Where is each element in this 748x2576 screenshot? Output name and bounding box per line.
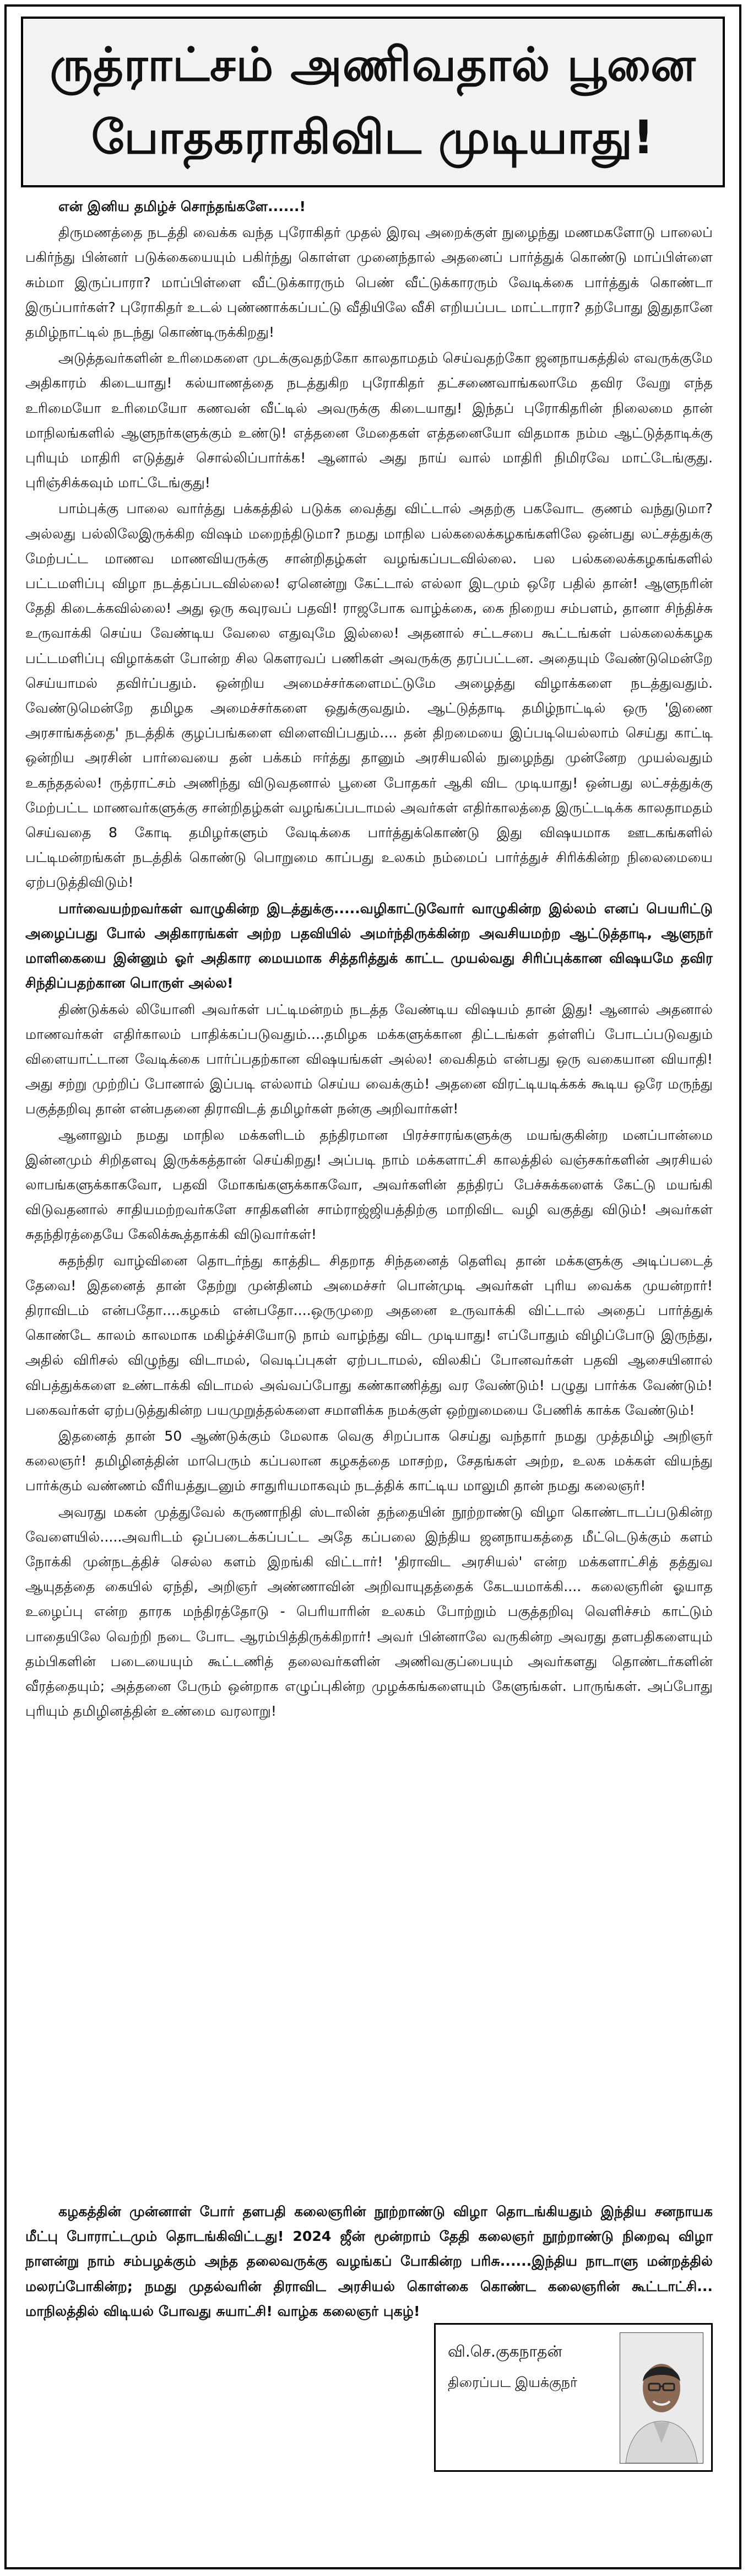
article-body bbox=[25, 194, 713, 1724]
headline-box bbox=[21, 17, 725, 187]
author-title: திரைப்பட இயக்குநர் bbox=[448, 2374, 578, 2390]
paragraph-3: பாம்புக்கு பாலை வார்த்து பக்கத்தில் படுக்க வைத்து விட்டால் அதற்கு பகவோட குணம் வந்துடுமா? அல்லது பல்லிலேஇருக்கிற விஷம் மறைந்திடுமா? நமது மாநில பல்கலைக்கழகங்களிலே ஒன்பது லட்சத்துக்கு மேற்பட்ட மாணவ மாணவியருக்கு சான்றிதழ்கள் வழங்கப்படவில்லை. பல பல்கலைக்கழகங்களில் பட்டமளிப்பு விழா நடத்தப்படவில்லை! ஏனென்று கேட்டால் எல்லா இடமும் ஒரே பதில் தான்! ஆளுநரின் தேதி கிடைக்கவில்லை! அது ஒரு கவுரவப் பதவி! ராஜபோக வாழ்க்கை, கை நிறைய சம்பளம், தானா சிந்திச்சு உருவாக்கி செய்ய வேண்டிய வேலை எதுவுமே இல்லை! அதனால் சட்டசபை கூட்டங்கள் பல்கலைக்கழக பட்டமளிப்பு விழாக்கள் போன்ற சில கௌரவப் பணிகள் அவருக்கு தரப்பட்டன. அதையும் வேண்டுமென்றே செய்யாமல் தவிர்ப்பதும். ஒன்றிய அமைச்சர்களைமட்டுமே அழைத்து விழாக்களை நடத்துவதும். வேண்டுமென்றே தமிழக அமைச்சர்களை ஒதுக்குவதும். ஆட்டுத்தாடி தமிழ்நாட்டில் ஒரு 'இணை அரசாங்கத்தை' நடத்திக் குழப்பங்களை விளைவிப்பதும்.... தன் திறமையை இப்படியெல்லாம் செய்து காட்டி ஒன்றிய அரசின் பார்வையை தன் பக்கம் ஈர்த்து தானும் அரசியலில் நுழைந்து முன்னேற முயல்வதும் உகந்ததல்ல! ருத்ராட்சம் அணிந்து விடுவதனால் பூனை போதகர் ஆகி விட முடியாது! ஒன்பது லட்சத்துக்கு மேற்பட்ட மாணவர்களுக்கு சான்றிதழ்கள் வழங்கப்படாமல் அவர்கள் எதிர்காலத்தை இருட்டடிக்க காலதாமதம் செய்வதை 8 கோடி தமிழர்களும் வேடிக்கை பார்த்துக்கொண்டு இது விஷயமாக ஊடகங்களில் பட்டிமன்றங்கள் நடத்திக் கொண்டு பொறுமை காப்பது உலகம் நம்மைப் பார்த்துச் சிரிக்கின்ற நிலைமையை ஏற்படுத்திவிடும்! bbox=[25, 500, 713, 891]
footer-lead: கழகத்தின் முன்னாள் போர் தளபதி கலைஞரின் நூற்றாண்டு விழா தொடங்கியதும் இந்திய சனநாயக மீட்பு போராட்டமும் தொடங்கிவிட்டது! 2024 ஜீன் மூன்றாம் தேதி கலைஞர் நூற்றாண்டு நிறைவு விழா நாளன்று நாம் சம்பழக்கும் அந்த தலைவருக்கு வழங்கப் போகின்ற பரிசு......இந்திய நாடாளு மன்றத்தில் மலரப்போகின்ற; நமது முதல்வரின் திராவிட அரசியல் கொள்கை கொண்ட கலைஞரின் கூட்டாட்சி... மாநிலத்தில் விடியல் போவது சுயாட்சி! வாழ்க கலைஞர் புகழ்! bbox=[25, 2203, 713, 2319]
bold-paragraph: பார்வையற்றவர்கள் வாழுகின்ற இடத்துக்கு.....வழிகாட்டுவோர் வாழுகின்ற இல்லம் எனப் பெயரிட்டு அழைப்பது போல் அதிகாரங்கள் அற்ற பதவியில் அமர்ந்திருக்கின்ற அவசியமற்ற ஆட்டுத்தாடி, ஆளுநர் மாளிகையை இன்னும் ஓர் அதிகார மையமாக சித்தரித்துக் காட்ட முயல்வது சிரிப்புக்கான விஷயமே தவிர சிந்திப்பதற்கான பொருள் அல்ல! bbox=[25, 900, 713, 991]
paragraph-8: அவரது மகன் முத்துவேல் கருணாநிதி ஸ்டாலின் தந்தையின் நூற்றாண்டு விழா கொண்டாடப்படுகின்ற வேளையில்.....அவரிடம் ஒப்படைக்கப்பட்ட அதே கப்பலை இந்திய ஜனநாயகத்தை மீட்டெடுக்கும் களம் நோக்கி முன்நடத்திச் செல்ல களம் இறங்கி விட்டார்! 'திராவிட அரசியல்' என்ற மக்களாட்சித் தத்துவ ஆயுதத்தை கையில் ஏந்தி, அறிஞர் அண்ணாவின் அறிவாயுதத்தைக் கேடயமாக்கி.... கலைஞரின் ஓயாத உழைப்பு என்ற தாரக மந்திரத்தோடு - பெரியாரின் உலகம் போற்றும் பகுத்தறிவு வெளிச்சம் காட்டும் பாதையிலே வெற்றி நடை போட ஆரம்பித்திருக்கிறார்! அவர் பின்னாலே வருகின்ற அவரது தளபதிகளையும் தம்பிகளின் படையையும் கூட்டணித் தலைவர்களின் அணிவகுப்பையும் அவர்களது தொண்டர்களின் வீரத்தையும்; அத்தனை பேரும் ஒன்றாக எழுப்புகின்ற முழக்கங்களையும் கேளுங்கள். பாருங்கள். அப்போது புரியும் தமிழினத்தின் உண்மை வரலாறு! bbox=[25, 1503, 713, 1720]
author-name: வி.செ.குகநாதன் bbox=[448, 2342, 562, 2361]
headline-line-1: ருத்ராட்சம் அணிவதால் பூனை bbox=[50, 37, 696, 91]
paragraph-1: திருமணத்தை நடத்தி வைக்க வந்த புரோகிதர் முதல் இரவு அறைக்குள் நுழைந்து மணமகளோடு பாலைப் பகிர்ந்து பின்னர் படுக்கையையும் பகிர்ந்து கொள்ள முனைந்தால் அதனைப் பார்த்துக் கொண்டு மாப்பிள்ளை சும்மா இருப்பாரா? மாப்பிள்ளை வீட்டுக்காரரும் பெண் வீட்டுக்காரரும் வேடிக்கை பார்த்துக் கொண்டா இருப்பார்கள்? புரோகிதர் உடல் புண்ணாக்கப்பட்டு வீதியிலே வீசி எறியப்பட மாட்டாரா? தற்போது இதுதானே தமிழ்நாட்டில் நடந்து கொண்டிருக்கிறது! bbox=[25, 224, 713, 341]
footer-section bbox=[25, 2199, 713, 2390]
author-portrait-icon bbox=[620, 2333, 703, 2463]
author-photo bbox=[620, 2332, 703, 2464]
paragraph-7: இதனைத் தான் 50 ஆண்டுக்கும் மேலாக வெகு சிறப்பாக செய்து வந்தார் நமது முத்தமிழ் அறிஞர் கலைஞர்! தமிழினத்தின் மாபெரும் கப்பலான கழகத்தை மாசற்ற, சேதங்கள் அற்ற, உலக மக்கள் வியந்து பார்க்கும் வண்ணம் வீரியத்துடனும் சாதுரியமாகவும் நடத்திக் காட்டிய மாலுமி தான் நமது கலைஞர்! bbox=[25, 1427, 713, 1494]
author-signature-box bbox=[434, 2323, 713, 2472]
salutation: என் இனிய தமிழ்ச் சொந்தங்களே......! bbox=[58, 198, 306, 214]
paragraph-6: சுதந்திர வாழ்வினை தொடர்ந்து காத்திட சிதறாத சிந்தனைத் தெளிவு தான் மக்களுக்கு அடிப்படைத் தேவை! இதனைத் தான் தேற்று முன்தினம் அமைச்சர் பொன்முடி அவர்கள் புரிய வைக்க முயன்றார்! திராவிடம் என்பதோ....கழகம் என்பதோ....ஒருமுறை அதனை உருவாக்கி விட்டால் அதைப் பார்த்துக் கொண்டே காலம் காலமாக மகிழ்ச்சியோடு நாம் வாழ்ந்து விட முடியாது! எப்போதும் விழிப்போடு இருந்து, அதில் விரிசல் விழுந்து விடாமல், வெடிப்புகள் ஏற்படாமல், விலகிப் போனவர்கள் பதவி ஆசையினால் விபத்துக்களை உண்டாக்கி விடாமல் அவ்வப்போது கண்காணித்து வர வேண்டும்! பழுது பார்க்க வேண்டும்! பகைவர்கள் ஏற்படுத்துகின்ற பயமுறுத்தல்களை சமாளிக்க நமக்குள் ஒற்றுமையை பேணிக் காக்க வேண்டும்! bbox=[25, 1252, 713, 1418]
headline-line-2: போதகராகிவிட முடியாது! bbox=[91, 110, 655, 164]
paragraph-2: அடுத்தவர்களின் உரிமைகளை முடக்குவதற்கோ காலதாமதம் செய்வதற்கோ ஜனநாயகத்தில் எவருக்குமே அதிகாரம் கிடையாது! கல்யாணத்தை நடத்துகிற புரோகிதர் தட்சணைவாங்கலாமே தவிர வேறு எந்த உரிமையோ உரிமையோ கணவன் வீட்டில் அவருக்கு கிடையாது! இந்தப் புரோகிதரின் நிலைமை தான் மாநிலங்களில் ஆளுநர்களுக்கும் உண்டு! எத்தனை மேதைகள் எத்தனையோ விதமாக நம்ம ஆட்டுத்தாடிக்கு புரியும் மாதிரி எடுத்துச் சொல்லிப்பார்க்க! ஆனால் அது நாய் வால் மாதிரி நிமிரவே மாட்டேங்குது. புரிஞ்சிக்கவும் மாட்டேங்குது! bbox=[25, 350, 713, 491]
paragraph-5: ஆனாலும் நமது மாநில மக்களிடம் தந்திரமான பிரச்சாரங்களுக்கு மயங்குகின்ற மனப்பான்மை இன்னமும் சிறிதளவு இருக்கத்தான் செய்கிறது! அப்படி நாம் மக்களாட்சி காலத்தில் வஞ்சகர்களின் அரசியல் லாபங்களுக்காகவோ, பதவி மோகங்களுக்காகவோ, அவர்களின் தந்திரப் பேச்சுக்களைக் கேட்டு மயங்கி விடுவதனால் சாதியமற்றவர்களே சாதிகளின் சாம்ராஜ்ஜியத்திற்கு மாறிவிட வழி வகுத்து விடும்! அவர்கள் சுதந்திரத்தையே கேலிக்கூத்தாக்கி விடுவார்கள்! bbox=[25, 1127, 713, 1243]
paragraph-4: திண்டுக்கல் லியோனி அவர்கள் பட்டிமன்றம் நடத்த வேண்டிய விஷயம் தான் இது! ஆனால் அதனால் மாணவர்கள் எதிர்காலம் பாதிக்கப்படுவதும்....தமிழக மக்களுக்கான திட்டங்கள் தள்ளிப் போடப்படுவதும் விளையாட்டான வேடிக்கை பார்ப்பதற்கான விஷயங்கள் அல்ல! வைகிதம் என்பது ஒரு வகையான வியாதி! அது சற்று முற்றிப் போனால் இப்படி எல்லாம் செய்ய வைக்கும்! அதனை விரட்டியடிக்கக் கூடிய ஒரே மருந்து பகுத்தறிவு தான் என்பதனை திராவிடத் தமிழர்கள் நன்கு அறிவார்கள்! bbox=[25, 1001, 713, 1117]
